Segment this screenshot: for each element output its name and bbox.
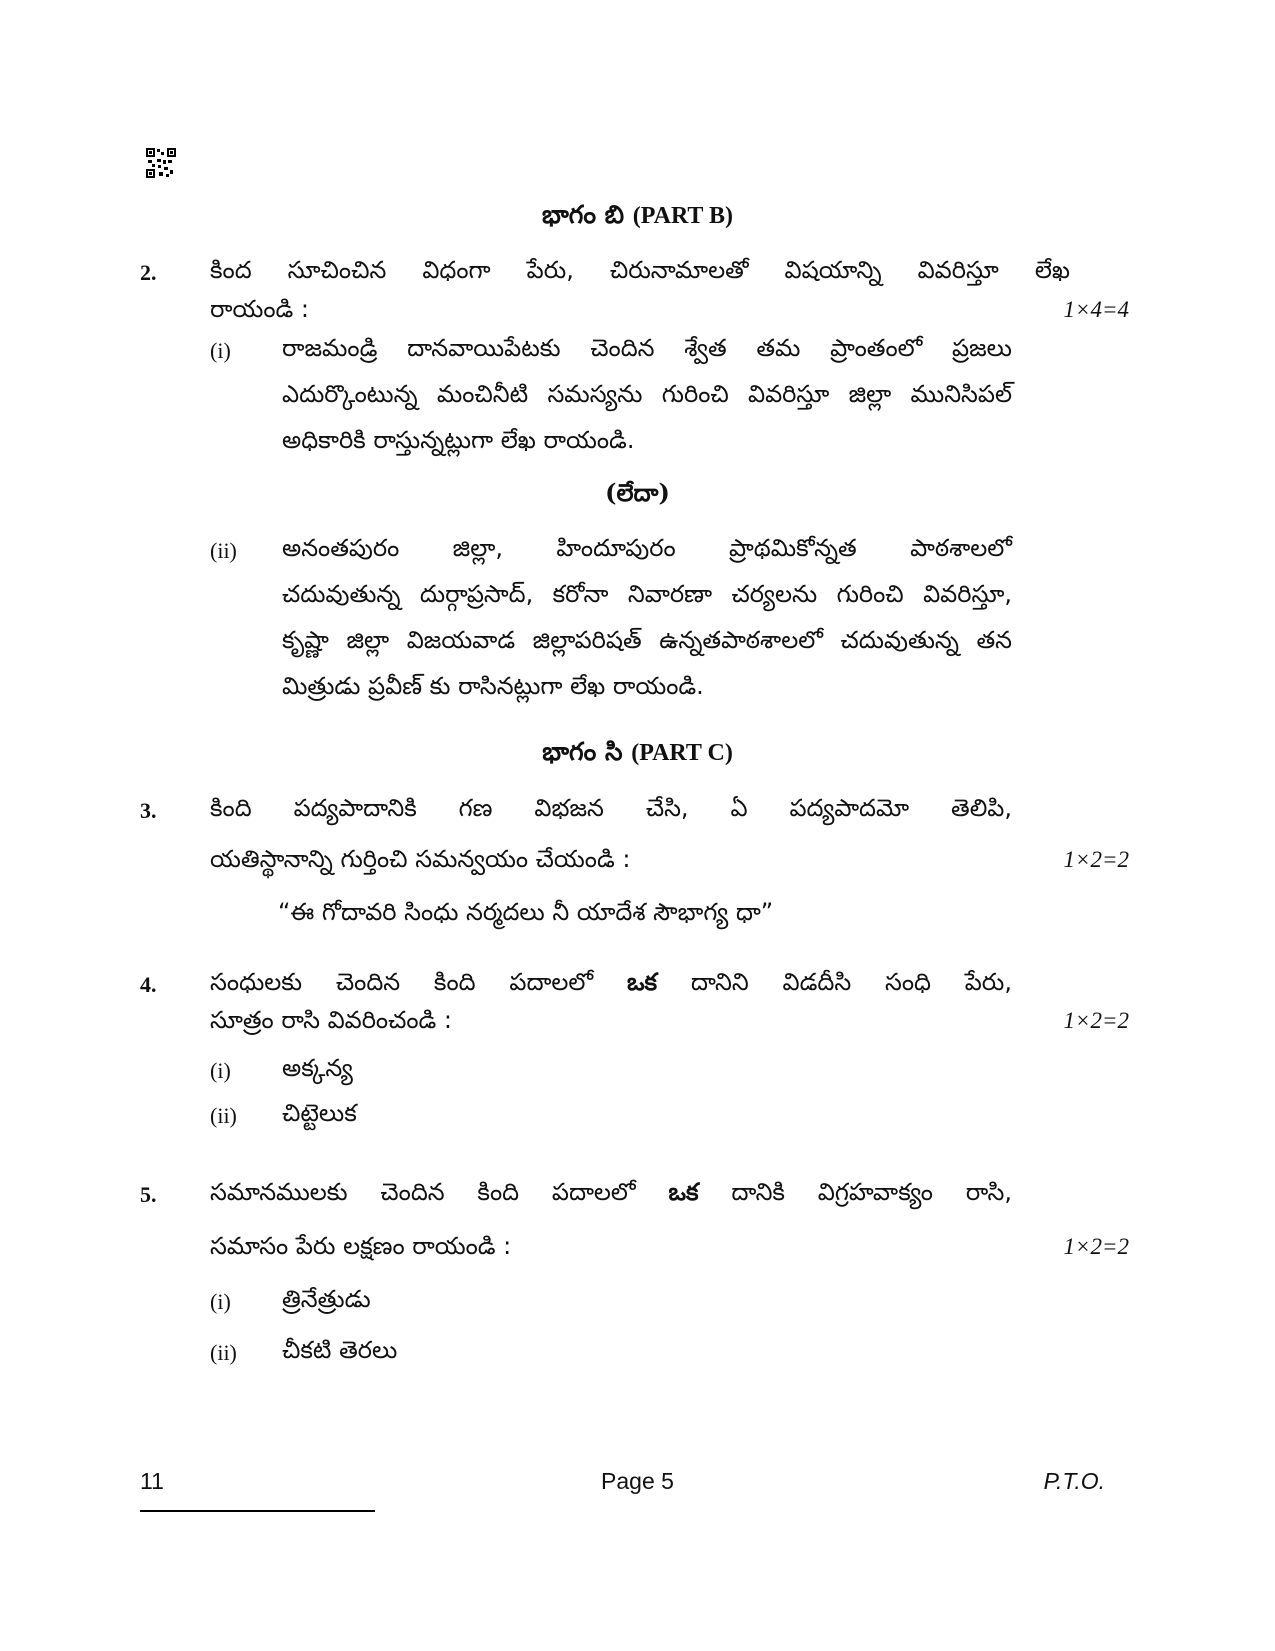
question-5-keyword: ఒక [668,1178,699,1206]
question-4-option-2: చిట్టెలుక [282,1099,357,1127]
question-2-line-2: రాయండి : [210,295,309,323]
question-5-option-2-label: (ii) [210,1340,237,1365]
question-5-option-1-label: (i) [210,1289,231,1314]
question-4-keyword: ఒక [626,968,658,996]
part-c-heading-te: భాగం సి [542,737,623,766]
question-3-number: 3. [140,798,157,823]
question-5-line-1 [210,1178,1012,1212]
question-2-option-2-line-4: మిత్రుడు ప్రవీణ్ కు రాసినట్లుగా లేఖ రాయండి. [282,672,704,700]
question-3-quote: “ఈ గోదావరి సింధు నర్మదలు నీ యాదేశ సౌభాగ్య ధా” [278,898,774,926]
question-4-option-1-label: (i) [210,1058,231,1083]
question-5-line-1-b: దానికి విగ్రహవాక్యం రాసి, [731,1178,1012,1206]
question-2-option-2-line-2: చదువుతున్న దుర్గాప్రసాద్, కరోనా నివారణా చర్యలను గురించి వివరిస్తూ, [282,580,1012,608]
qr-code-icon [146,148,176,178]
pto-label: P.T.O. [1043,1468,1105,1494]
question-2-option-2-label: (ii) [210,538,237,563]
question-2-option-1-label: (i) [210,338,231,363]
question-2-option-1-line-2: ఎదుర్కొంటున్న మంచినీటి సమస్యను గురించి వివరిస్తూ జిల్లా మునిసిపల్ [282,380,1012,408]
part-b-heading-en: (PART B) [632,203,733,229]
question-5-number: 5. [140,1182,157,1207]
page-number: Page 5 [601,1468,674,1494]
question-3-marks: 1×2=2 [1063,847,1129,872]
part-b-heading-te: భాగం బి [541,200,625,229]
question-5-line-2: సమాసం పేరు లక్షణం రాయండి : [210,1232,512,1260]
question-5-option-1: త్రినేత్రుడు [282,1285,371,1313]
question-5-line-1-a: సమానములకు చెందిన కింది పదాలలో [210,1178,636,1206]
question-5-option-2: చీకటి తెరలు [282,1336,398,1364]
question-5-marks: 1×2=2 [1063,1234,1129,1259]
question-4-marks: 1×2=2 [1063,1008,1129,1033]
question-4-line-1 [210,968,1012,1002]
part-c-heading [0,737,1275,773]
question-4-option-1: అక్కన్య [282,1054,353,1082]
question-2-marks: 1×4=4 [1063,297,1129,322]
question-2-option-2-line-1: అనంతపురం జిల్లా, హిందూపురం ప్రాథమికోన్నత పాఠశాలలో [282,534,1012,562]
question-2-option-2-line-3: కృష్ణా జిల్లా విజయవాడ జిల్లాపరిషత్ ఉన్నతపాఠశాలలో చదువుతున్న తన [282,626,1012,654]
question-2-line-1: కింద సూచించిన విధంగా పేరు, చిరునామాలతో విషయాన్ని వివరిస్తూ లేఖ [210,256,1070,284]
question-4-option-2-label: (ii) [210,1103,237,1128]
question-3-line-2: యతిస్థానాన్ని గుర్తించి సమన్వయం చేయండి : [210,845,631,873]
question-4-line-2: సూత్రం రాసి వివరించండి : [210,1006,452,1034]
or-separator: (లేదా) [605,478,670,507]
question-2-number: 2. [140,260,157,285]
question-3-line-1: కింది పద్యపాదానికి గణ విభజన చేసి, ఏ పద్యపాదమో తెలిపి, [210,794,1012,822]
part-b-heading [0,200,1275,236]
question-2-option-1-line-1: రాజమండ్రి దానవాయిపేటకు చెందిన శ్వేత తమ ప్రాంతంలో ప్రజలు [282,334,1012,362]
part-c-heading-en: (PART C) [631,740,733,766]
paper-code: 11 [140,1468,164,1494]
footer-rule [140,1510,375,1512]
question-2-option-1-line-3: అధికారికి రాస్తున్నట్లుగా లేఖ రాయండి. [282,426,635,454]
question-4-line-1-a: సంధులకు చెందిన కింది పదాలలో [210,968,594,996]
question-4-number: 4. [140,972,157,997]
question-4-line-1-b: దానిని విడదీసి సంధి పేరు, [690,968,1012,996]
